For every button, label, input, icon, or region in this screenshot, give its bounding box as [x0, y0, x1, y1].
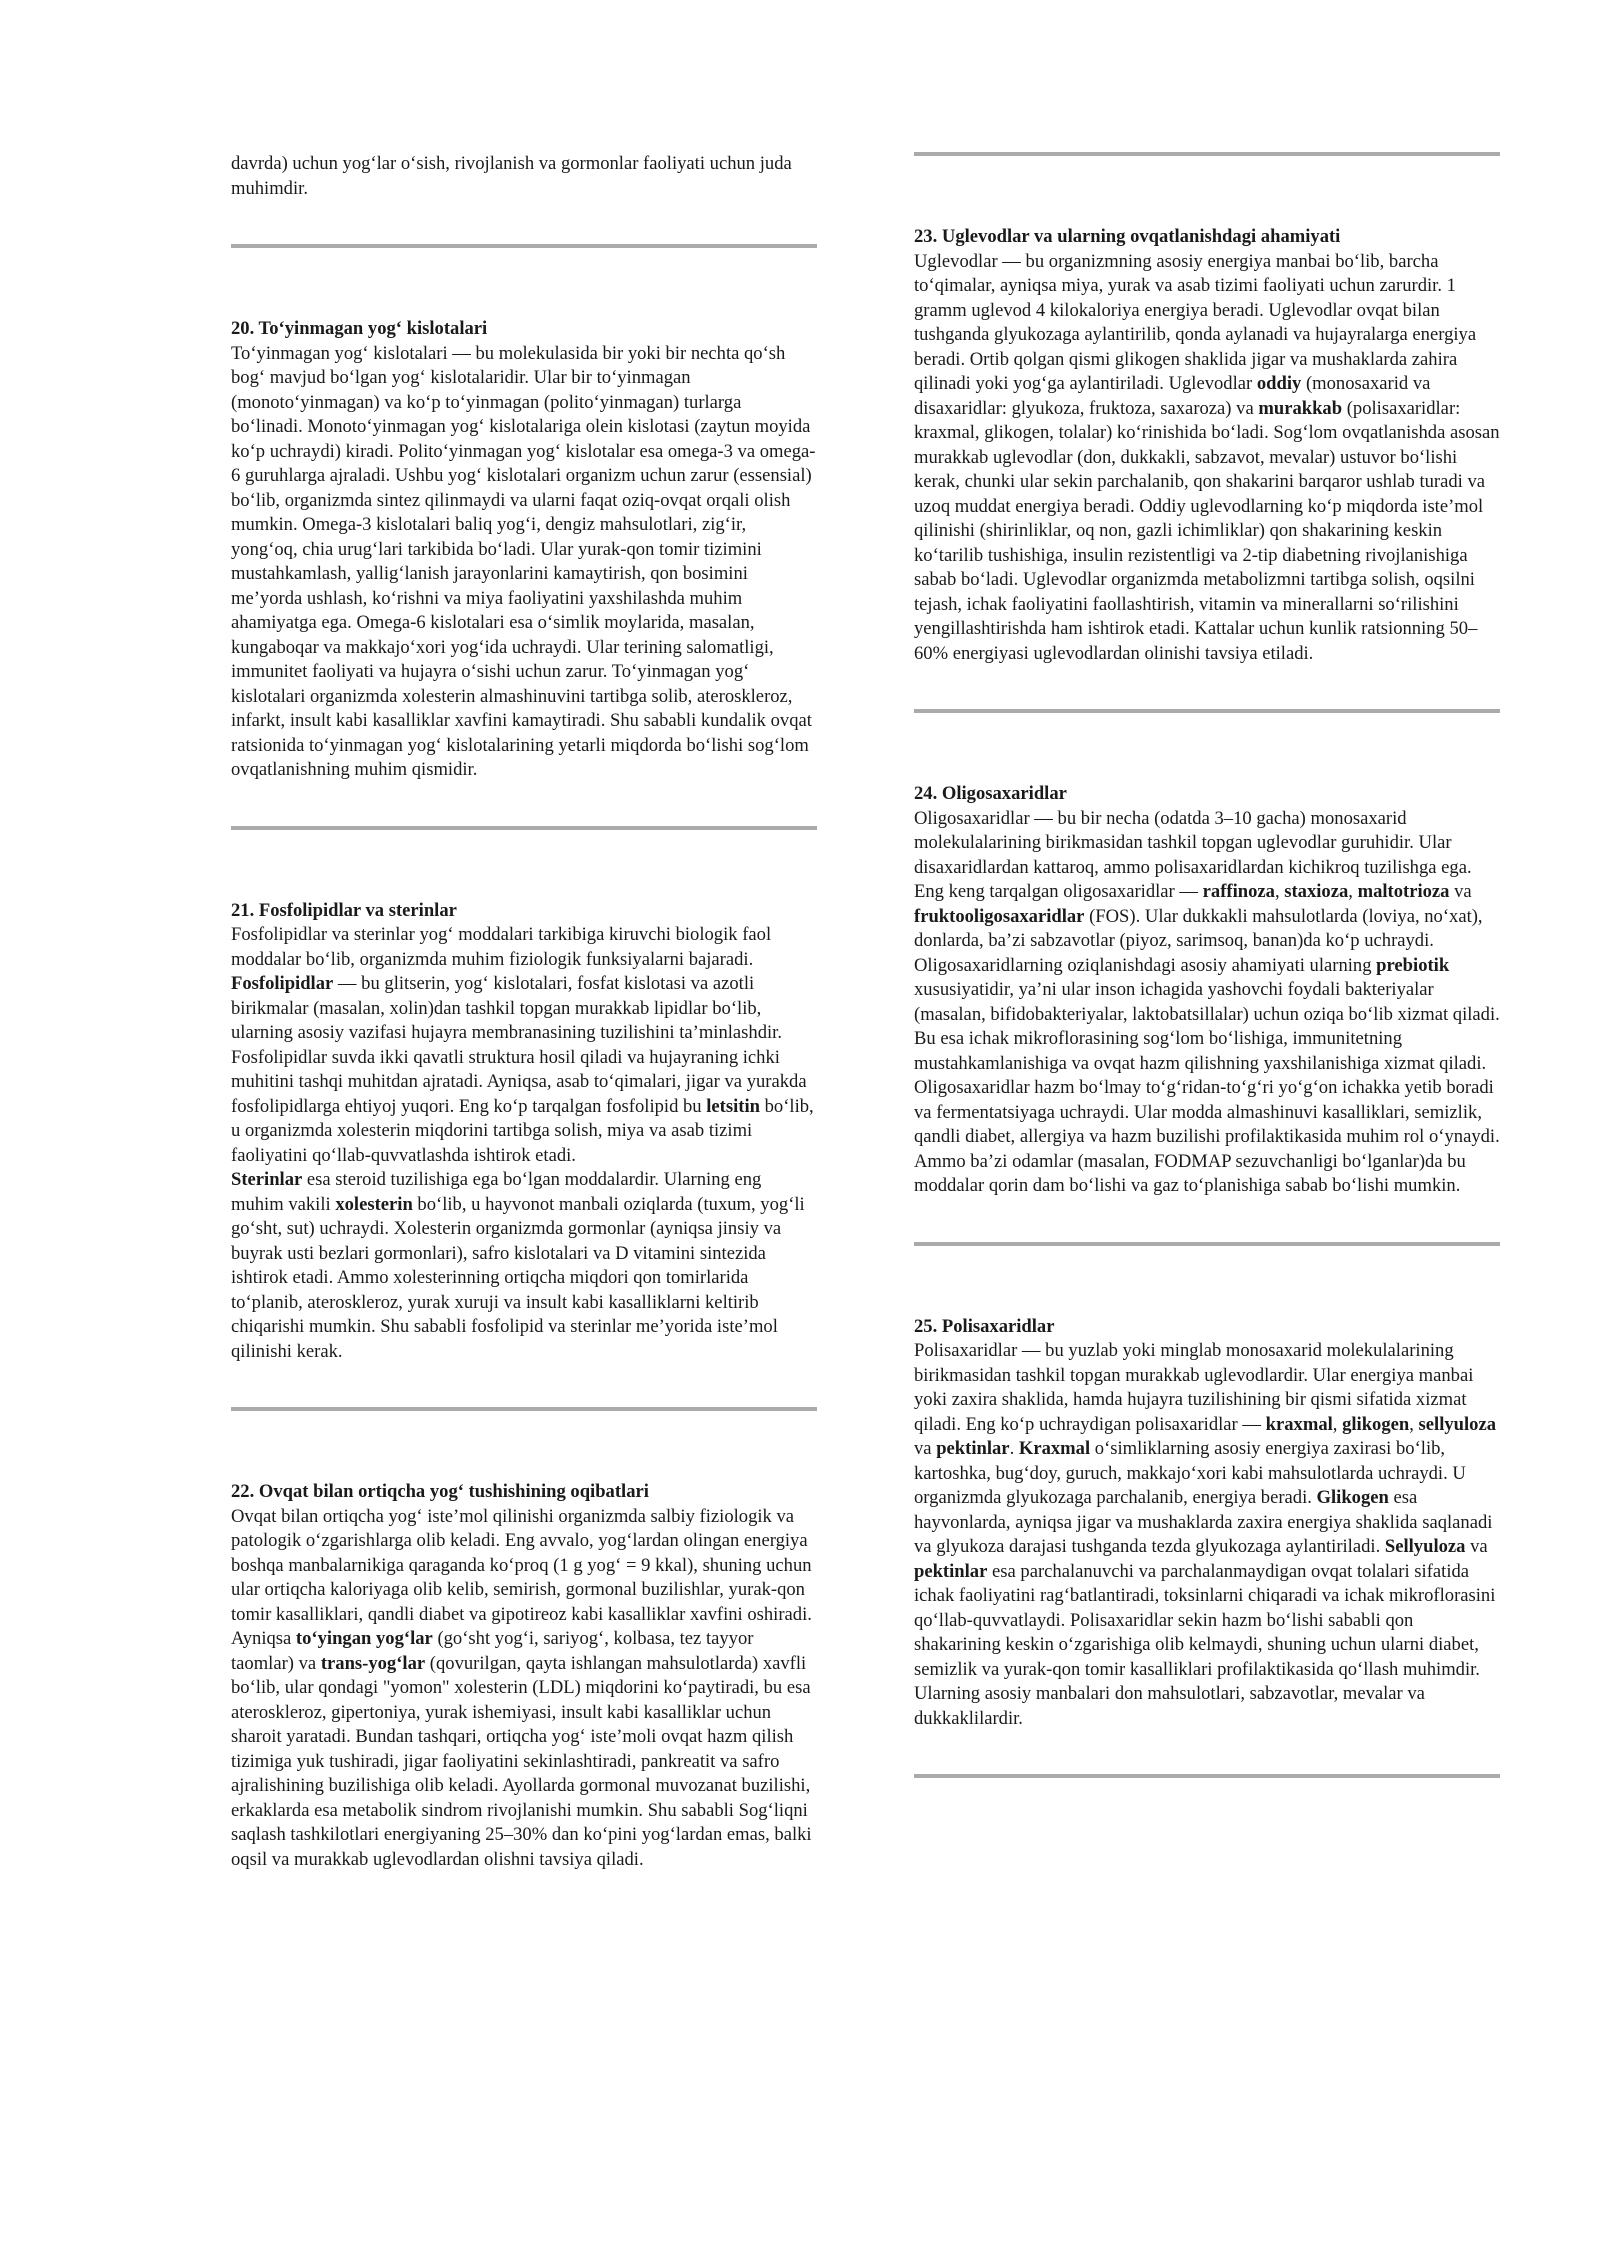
section-20-title: 20. To‘yinmagan yog‘ kislotalari — [231, 318, 488, 339]
section-23-title: 23. Uglevodlar va ularning ovqatlanishdagi ahamiyati — [914, 226, 1341, 247]
section-25-body: Polisaxaridlar — bu yuzlab yoki minglab monosaxarid molekulalarining birikmasidan tashkil topgan murakkab uglevodlardir. Ular energiya manbai yoki zaxira shaklida, hamda hujayra tuzilishining bir qismi sifatida xizmat qiladi. Eng ko‘p uchraydigan polisaxaridlar — kraxmal, glikogen, sellyuloza va pektinlar. Kraxmal o‘simliklarning asosiy energiya zaxirasi bo‘lib, kartoshka, bug‘doy, guruch, makkajo‘xori kabi mahsulotlarda uchraydi. U organizmda glyukozaga parchalanib, energiya beradi. Glikogen esa hayvonlarda, ayniqsa jigar va mushaklarda zaxira energiya shaklida saqlanadi va glyukoza darajasi tushganda tezda glyukozaga aylantiriladi. Sellyuloza va pektinlar esa parchalanuvchi va parchalanmaydigan ovqat tolalari sifatida ichak faoliyatini rag‘batlantiradi, toksinlarni chiqaradi va ichak mikroflorasini qo‘llab-quvvatlaydi. Polisaxaridlar sekin hazm bo‘lishi sababli qon shakarining keskin o‘zgarishiga olib kelmaydi, shuning uchun ularni diabet, semizlik va yurak-qon tomir kasalliklari profilaktikasida qo‘llash muhimdir. Ularning asosiy manbalari don mahsulotlari, sabzavotlar, mevalar va dukkaklilardir. — [914, 1340, 1497, 1729]
section-23-body: Uglevodlar — bu organizmning asosiy energiya manbai bo‘lib, barcha to‘qimalar, ayniqsa miya, yurak va asab tizimi faoliyati uchun zarurdir. 1 gramm uglevod 4 kilokaloriya energiya beradi. Uglevodlar ovqat bilan tushganda glyukozaga aylantirilib, qonda aylanadi va hujayralarga energiya beradi. Ortib qolgan qismi glikogen shaklida jigar va mushaklarda zahira qilinadi yoki yog‘ga aylantiriladi. Uglevodlar oddiy (monosaxarid va disaxaridlar: glyukoza, fruktoza, saxaroza) va murakkab (polisaxaridlar: kraxmal, glikogen, tolalar) ko‘rinishida bo‘ladi. Sog‘lom ovqatlanishda asosan murakkab uglevodlar (don, dukkakli, sabzavot, mevalar) ustuvor bo‘lishi kerak, chunki ular sekin parchalanib, qon shakarini barqaror ushlab turadi va uzoq muddat energiya beradi. Oddiy uglevodlarning ko‘p miqdorda iste’mol qilinishi (shirinliklar, oq non, gazli ichimliklar) qon shakarining keskin ko‘tarilib tushishiga, insulin rezistentligi va 2-tip diabetning rivojlanishiga sabab bo‘ladi. Uglevodlar organizmda metabolizmni tartibga solish, oqsilni tejash, ichak faoliyatini faollashtirish, vitamin va minerallarni so‘rilishini yengillashtirishda ham ishtirok etadi. Kattalar uchun kunlik ratsionning 50–60% energiyasi uglevodlardan olinishi tavsiya etiladi. — [914, 250, 1500, 664]
section-21-title: 21. Fosfolipidlar va sterinlar — [231, 899, 457, 921]
section-24-body: Oligosaxaridlar — bu bir necha (odatda 3–10 gacha) monosaxarid molekulalarining birikmasidan tashkil topgan uglevodlar guruhidir. Ular disaxaridlardan kattaroq, ammo polisaxaridlardan kichikroq tuzilishga ega. Eng keng tarqalgan oligosaxaridlar — raffinoza, staxioza, maltotrioza va fruktooligosaxaridlar (FOS). Ular dukkakli mahsulotlarda (loviya, no‘xat), donlarda, ba’zi sabzavotlar (piyoz, sarimsoq, banan)da ko‘p uchraydi. Oligosaxaridlarning oziqlanishdagi asosiy ahamiyati ularning prebiotik xususiyatidir, ya’ni ular inson ichagida yashovchi foydali bakteriyalar (masalan, bifidobakteriyalar, laktobatsillalar) uchun oziqa bo‘lib xizmat qiladi. Bu esa ichak mikroflorasining sog‘lom bo‘lishiga, immunitetning mustahkamlanishiga va ovqat hazm qilishning yaxshilanishiga xizmat qiladi. Oligosaxaridlar hazm bo‘lmay to‘g‘ridan-to‘g‘ri yo‘g‘on ichakka yetib boradi va fermentatsiyaga uchraydi. Ular modda almashinuvi kasalliklari, semizlik, qandli diabet, allergiya va hazm buzilishi profilaktikasida muhim rol o‘ynaydi. Ammo ba’zi odamlar (masalan, FODMAP sezuvchanligi bo‘lganlar)da bu moddalar qorin dam bo‘lishi va gaz to‘planishiga sabab bo‘lishi mumkin. — [914, 807, 1500, 1196]
section-20-body: To‘yinmagan yog‘ kislotalari — bu molekulasida bir yoki bir nechta qo‘sh bog‘ mavjud bo‘lgan yog‘ kislotalaridir. Ular bir to‘yinmagan (monoto‘yinmagan) va ko‘p to‘yinmagan (polito‘yinmagan) turlarga bo‘linadi. Monoto‘yinmagan yog‘ kislotalariga olein kislotasi (zaytun moyida ko‘p uchraydi) kiradi. Polito‘yinmagan yog‘ kislotalar esa omega-3 va omega-6 guruhlarga ajraladi. Ushbu yog‘ kislotalari organizm uchun zarur (essensial) bo‘lib, organizmda sintez qilinmaydi va ularni faqat oziq-ovqat orqali olish mumkin. Omega-3 kislotalari baliq yog‘i, dengiz mahsulotlari, zig‘ir, yong‘oq, chia urug‘lari tarkibida bo‘ladi. Ular yurak-qon tomir tizimini mustahkamlash, yallig‘lanish jarayonlarini kamaytirish, qon bosimini me’yorda ushlash, ko‘rishni va miya faoliyatini yaxshilashda muhim ahamiyatga ega. Omega-6 kislotalari esa o‘simlik moylarida, masalan, kungaboqar va makkajo‘xori yog‘ida uchraydi. Ular terining salomatligi, immunitet faoliyati va hujayra o‘sishi uchun zarur. To‘yinmagan yog‘ kislotalari organizmda xolesterin almashinuvini tartibga solib, ateroskleroz, infarkt, insult kabi kasalliklar xavfini kamaytiradi. Shu sababli kundalik ovqat ratsionida to‘yinmagan yog‘ kislotalarining yetarli miqdorda bo‘lishi sog‘lom ovqatlanishning muhim qismidir. — [231, 342, 816, 780]
section-21-paragraph-1: Fosfolipidlar va sterinlar yog‘ moddalari tarkibiga kiruvchi biologik faol moddalar bo‘lib, organizmda muhim fiziologik funksiyalarni bajaradi. Fosfolipidlar — bu glitserin, yog‘ kislotalari, fosfat kislotasi va azotli birikmalar (masalan, xolin)dan tashkil topgan murakkab lipidlar bo‘lib, ularning asosiy vazifasi hujayra membranasining tuzilishini ta’minlashdir. Fosfolipidlar suvda ikki qavatli struktura hosil qiladi va hujayraning ichki muhitini tashqi muhitdan ajratadi. Ayniqsa, asab to‘qimalari, jigar va yurakda fosfolipidlarga ehtiyoj yuqori. Eng ko‘p tarqalgan fosfolipid bu letsitin bo‘lib, u organizmda xolesterin miqdorini tartibga solish, miya va asab tizimi faoliyatini qo‘llab-quvvatlashda ishtirok etadi. — [231, 924, 814, 1166]
section-22-body: Ovqat bilan ortiqcha yog‘ iste’mol qilinishi organizmda salbiy fiziologik va patologik o‘zgarishlarga olib keladi. Eng avvalo, yog‘lardan olingan energiya boshqa manbalarnikiga qaraganda ko‘proq (1 g yog‘ = 9 kkal), shuning uchun ular ortiqcha kaloriyaga olib kelib, semirish, gormonal buzilishlar, yurak-qon tomir kasalliklari, qandli diabet va gipotireoz kabi kasalliklar xavfini oshiradi. Ayniqsa to‘yingan yog‘lar (go‘sht yog‘i, sariyog‘, kolbasa, tez tayyor taomlar) va trans-yog‘lar (qovurilgan, qayta ishlangan mahsulotlarda) xavfli bo‘lib, ular qondagi "yomon" xolesterin (LDL) miqdorini ko‘paytiradi, bu esa ateroskleroz, gipertoniya, yurak ishemiyasi, insult kabi kasalliklar uchun sharoit yaratadi. Bundan tashqari, ortiqcha yog‘ iste’moli ovqat hazm qilish tizimiga yuk tushiradi, jigar faoliyatini sekinlashtiradi, pankreatit va safro ajralishining buzilishiga olib keladi. Ayollarda gormonal muvozanat buzilishi, erkaklarda esa metabolik sindrom rivojlanishi mumkin. Shu sababli Sog‘liqni saqlash tashkilotlari energiyaning 25–30% dan ko‘pini yog‘lardan emas, balki oqsil va murakkab uglevodlardan olishni tavsiya qiladi. — [231, 1505, 812, 1870]
section-21-paragraph-2: Sterinlar esa steroid tuzilishiga ega bo‘lgan moddalardir. Ularning eng muhim vakili xolesterin bo‘lib, u hayvonot manbali oziqlarda (tuxum, yog‘li go‘sht, sut) uchraydi. Xolesterin organizmda gormonlar (ayniqsa jinsiy va buyrak usti bezlari gormonlari), safro kislotalari va D vitamini sintezida ishtirok etadi. Ammo xolesterinning ortiqcha miqdori qon tomirlarida to‘planib, ateroskleroz, yurak xuruji va insult kabi kasalliklarni keltirib chiqarishi mumkin. Shu sababli fosfolipid va sterinlar me’yorida iste’mol qilinishi kerak. — [231, 1169, 805, 1362]
right-column — [914, 152, 1500, 1778]
section-25-title: 25. Polisaxaridlar — [914, 1315, 1055, 1337]
intro-paragraph: davrda) uchun yog‘lar o‘sish, rivojlanish va gormonlar faoliyati uchun juda muhimdir. — [231, 153, 792, 199]
left-column — [231, 152, 817, 1872]
section-24-title: 24. Oligosaxaridlar — [914, 783, 1067, 804]
section-22-title: 22. Ovqat bilan ortiqcha yog‘ tushishining oqibatlari — [231, 1481, 649, 1502]
section-divider — [914, 1774, 1500, 1778]
